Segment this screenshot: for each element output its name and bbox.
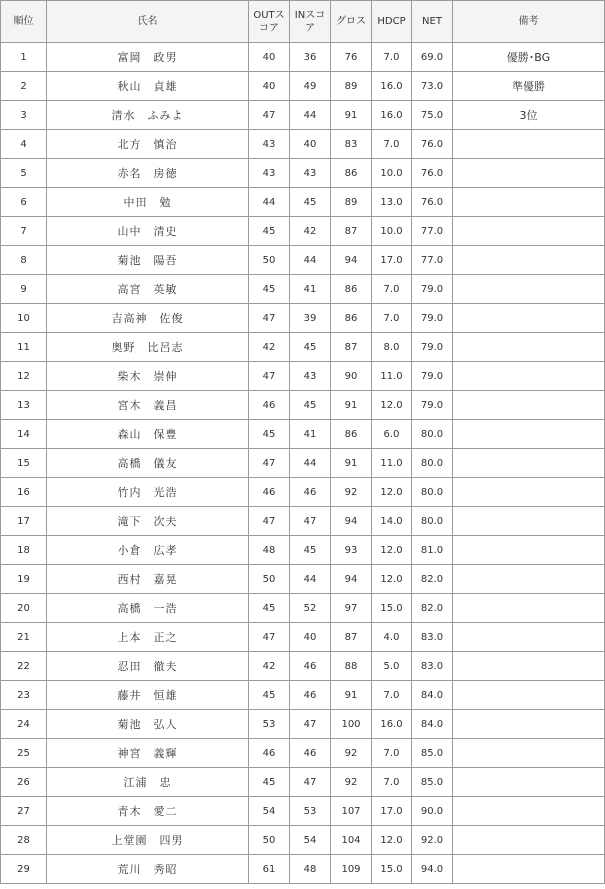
rank-cell: 27 <box>1 797 47 826</box>
in-score-cell: 41 <box>290 420 331 449</box>
table-row <box>1 594 605 623</box>
hdcp-cell: 12.0 <box>372 478 412 507</box>
in-score-cell: 45 <box>290 536 331 565</box>
in-score-cell: 44 <box>290 101 331 130</box>
hdcp-cell: 16.0 <box>372 710 412 739</box>
table-row <box>1 478 605 507</box>
out-score-cell: 45 <box>249 217 290 246</box>
note-cell <box>453 855 605 884</box>
name-cell: 高宮 英敏 <box>47 275 249 304</box>
rank-cell: 15 <box>1 449 47 478</box>
gross-cell: 92 <box>331 478 372 507</box>
hdcp-cell: 12.0 <box>372 391 412 420</box>
hdcp-cell: 4.0 <box>372 623 412 652</box>
header-rank: 順位 <box>1 1 47 43</box>
out-score-cell: 47 <box>249 507 290 536</box>
note-cell <box>453 159 605 188</box>
note-cell <box>453 565 605 594</box>
table-row <box>1 681 605 710</box>
table-row <box>1 507 605 536</box>
note-cell <box>453 130 605 159</box>
gross-cell: 92 <box>331 768 372 797</box>
gross-cell: 87 <box>331 623 372 652</box>
out-score-cell: 43 <box>249 130 290 159</box>
net-cell: 79.0 <box>412 275 453 304</box>
table-row <box>1 246 605 275</box>
out-score-cell: 53 <box>249 710 290 739</box>
hdcp-cell: 10.0 <box>372 217 412 246</box>
note-cell <box>453 739 605 768</box>
in-score-cell: 46 <box>290 681 331 710</box>
gross-cell: 97 <box>331 594 372 623</box>
gross-cell: 91 <box>331 449 372 478</box>
name-cell: 上堂園 四男 <box>47 826 249 855</box>
name-cell: 藤井 恒雄 <box>47 681 249 710</box>
table-row <box>1 275 605 304</box>
hdcp-cell: 12.0 <box>372 565 412 594</box>
table-row <box>1 43 605 72</box>
name-cell: 柴木 崇伸 <box>47 362 249 391</box>
rank-cell: 2 <box>1 72 47 101</box>
net-cell: 80.0 <box>412 507 453 536</box>
name-cell: 宮木 義昌 <box>47 391 249 420</box>
in-score-cell: 52 <box>290 594 331 623</box>
out-score-cell: 45 <box>249 768 290 797</box>
hdcp-cell: 17.0 <box>372 797 412 826</box>
gross-cell: 90 <box>331 362 372 391</box>
table-row <box>1 362 605 391</box>
out-score-cell: 47 <box>249 623 290 652</box>
net-cell: 79.0 <box>412 333 453 362</box>
in-score-cell: 43 <box>290 159 331 188</box>
rank-cell: 7 <box>1 217 47 246</box>
gross-cell: 86 <box>331 304 372 333</box>
gross-cell: 94 <box>331 507 372 536</box>
in-score-cell: 41 <box>290 275 331 304</box>
out-score-cell: 45 <box>249 275 290 304</box>
net-cell: 73.0 <box>412 72 453 101</box>
net-cell: 79.0 <box>412 304 453 333</box>
name-cell: 菊池 弘人 <box>47 710 249 739</box>
in-score-cell: 47 <box>290 768 331 797</box>
name-cell: 清水 ふみよ <box>47 101 249 130</box>
gross-cell: 86 <box>331 275 372 304</box>
gross-cell: 87 <box>331 217 372 246</box>
net-cell: 94.0 <box>412 855 453 884</box>
in-score-cell: 45 <box>290 188 331 217</box>
rank-cell: 3 <box>1 101 47 130</box>
name-cell: 赤名 房徳 <box>47 159 249 188</box>
rank-cell: 1 <box>1 43 47 72</box>
table-row <box>1 159 605 188</box>
name-cell: 中田 勉 <box>47 188 249 217</box>
out-score-cell: 46 <box>249 478 290 507</box>
net-cell: 79.0 <box>412 362 453 391</box>
gross-cell: 86 <box>331 420 372 449</box>
table-row <box>1 72 605 101</box>
gross-cell: 91 <box>331 681 372 710</box>
out-score-cell: 46 <box>249 391 290 420</box>
name-cell: 吉高神 佐俊 <box>47 304 249 333</box>
name-cell: 西村 嘉晃 <box>47 565 249 594</box>
in-score-cell: 40 <box>290 623 331 652</box>
note-cell <box>453 826 605 855</box>
note-cell: 3位 <box>453 101 605 130</box>
gross-cell: 87 <box>331 333 372 362</box>
name-cell: 森山 保豊 <box>47 420 249 449</box>
out-score-cell: 45 <box>249 594 290 623</box>
table-row <box>1 188 605 217</box>
hdcp-cell: 8.0 <box>372 333 412 362</box>
net-cell: 85.0 <box>412 768 453 797</box>
in-score-cell: 45 <box>290 333 331 362</box>
net-cell: 76.0 <box>412 130 453 159</box>
hdcp-cell: 11.0 <box>372 362 412 391</box>
rank-cell: 12 <box>1 362 47 391</box>
net-cell: 80.0 <box>412 478 453 507</box>
rank-cell: 23 <box>1 681 47 710</box>
hdcp-cell: 16.0 <box>372 72 412 101</box>
net-cell: 75.0 <box>412 101 453 130</box>
in-score-cell: 44 <box>290 565 331 594</box>
out-score-cell: 54 <box>249 797 290 826</box>
name-cell: 富岡 政男 <box>47 43 249 72</box>
name-cell: 高橋 儀友 <box>47 449 249 478</box>
out-score-cell: 40 <box>249 43 290 72</box>
name-cell: 小倉 広孝 <box>47 536 249 565</box>
hdcp-cell: 7.0 <box>372 275 412 304</box>
note-cell <box>453 768 605 797</box>
note-cell <box>453 710 605 739</box>
net-cell: 82.0 <box>412 594 453 623</box>
header-name: 氏名 <box>47 1 249 43</box>
hdcp-cell: 15.0 <box>372 594 412 623</box>
out-score-cell: 50 <box>249 826 290 855</box>
in-score-cell: 42 <box>290 217 331 246</box>
out-score-cell: 50 <box>249 565 290 594</box>
net-cell: 77.0 <box>412 246 453 275</box>
hdcp-cell: 14.0 <box>372 507 412 536</box>
in-score-cell: 39 <box>290 304 331 333</box>
hdcp-cell: 6.0 <box>372 420 412 449</box>
out-score-cell: 42 <box>249 333 290 362</box>
note-cell <box>453 304 605 333</box>
name-cell: 竹内 光浩 <box>47 478 249 507</box>
gross-cell: 104 <box>331 826 372 855</box>
out-score-cell: 47 <box>249 304 290 333</box>
gross-cell: 91 <box>331 391 372 420</box>
note-cell <box>453 217 605 246</box>
net-cell: 83.0 <box>412 652 453 681</box>
in-score-cell: 47 <box>290 710 331 739</box>
net-cell: 83.0 <box>412 623 453 652</box>
rank-cell: 4 <box>1 130 47 159</box>
header-in-score: INスコア <box>290 1 331 43</box>
table-row <box>1 652 605 681</box>
table-row <box>1 536 605 565</box>
gross-cell: 94 <box>331 565 372 594</box>
header-out-score: OUTスコア <box>249 1 290 43</box>
note-cell <box>453 391 605 420</box>
hdcp-cell: 12.0 <box>372 536 412 565</box>
table-row <box>1 797 605 826</box>
net-cell: 76.0 <box>412 159 453 188</box>
rank-cell: 26 <box>1 768 47 797</box>
name-cell: 神宮 義輝 <box>47 739 249 768</box>
gross-cell: 86 <box>331 159 372 188</box>
in-score-cell: 40 <box>290 130 331 159</box>
name-cell: 北方 慎治 <box>47 130 249 159</box>
out-score-cell: 40 <box>249 72 290 101</box>
note-cell <box>453 623 605 652</box>
table-row <box>1 565 605 594</box>
gross-cell: 83 <box>331 130 372 159</box>
net-cell: 82.0 <box>412 565 453 594</box>
in-score-cell: 43 <box>290 362 331 391</box>
hdcp-cell: 16.0 <box>372 101 412 130</box>
hdcp-cell: 7.0 <box>372 130 412 159</box>
name-cell: 菊池 陽吾 <box>47 246 249 275</box>
net-cell: 92.0 <box>412 826 453 855</box>
table-row <box>1 855 605 884</box>
rank-cell: 17 <box>1 507 47 536</box>
net-cell: 81.0 <box>412 536 453 565</box>
note-cell <box>453 362 605 391</box>
name-cell: 青木 愛二 <box>47 797 249 826</box>
in-score-cell: 44 <box>290 449 331 478</box>
hdcp-cell: 7.0 <box>372 768 412 797</box>
header-note: 備考 <box>453 1 605 43</box>
rank-cell: 22 <box>1 652 47 681</box>
net-cell: 80.0 <box>412 420 453 449</box>
note-cell <box>453 652 605 681</box>
table-row <box>1 710 605 739</box>
gross-cell: 76 <box>331 43 372 72</box>
table-row <box>1 391 605 420</box>
net-cell: 80.0 <box>412 449 453 478</box>
hdcp-cell: 7.0 <box>372 681 412 710</box>
rank-cell: 6 <box>1 188 47 217</box>
name-cell: 高橋 一浩 <box>47 594 249 623</box>
out-score-cell: 47 <box>249 449 290 478</box>
name-cell: 上本 正之 <box>47 623 249 652</box>
name-cell: 秋山 貞雄 <box>47 72 249 101</box>
in-score-cell: 54 <box>290 826 331 855</box>
table-row <box>1 304 605 333</box>
rank-cell: 19 <box>1 565 47 594</box>
rank-cell: 29 <box>1 855 47 884</box>
note-cell <box>453 594 605 623</box>
header-hdcp: HDCP <box>372 1 412 43</box>
rank-cell: 28 <box>1 826 47 855</box>
net-cell: 90.0 <box>412 797 453 826</box>
header-gross: グロス <box>331 1 372 43</box>
hdcp-cell: 7.0 <box>372 739 412 768</box>
note-cell: 優勝･BG <box>453 43 605 72</box>
name-cell: 荒川 秀昭 <box>47 855 249 884</box>
table-row <box>1 217 605 246</box>
out-score-cell: 46 <box>249 739 290 768</box>
out-score-cell: 48 <box>249 536 290 565</box>
out-score-cell: 50 <box>249 246 290 275</box>
net-cell: 76.0 <box>412 188 453 217</box>
rank-cell: 14 <box>1 420 47 449</box>
rank-cell: 24 <box>1 710 47 739</box>
out-score-cell: 44 <box>249 188 290 217</box>
table-row <box>1 623 605 652</box>
rank-cell: 20 <box>1 594 47 623</box>
out-score-cell: 47 <box>249 101 290 130</box>
note-cell: 準優勝 <box>453 72 605 101</box>
rank-cell: 18 <box>1 536 47 565</box>
table-row <box>1 101 605 130</box>
table-row <box>1 739 605 768</box>
table-row <box>1 449 605 478</box>
in-score-cell: 48 <box>290 855 331 884</box>
gross-cell: 94 <box>331 246 372 275</box>
net-cell: 77.0 <box>412 217 453 246</box>
name-cell: 滝下 次夫 <box>47 507 249 536</box>
name-cell: 奥野 比呂志 <box>47 333 249 362</box>
rank-cell: 5 <box>1 159 47 188</box>
note-cell <box>453 797 605 826</box>
hdcp-cell: 11.0 <box>372 449 412 478</box>
note-cell <box>453 507 605 536</box>
note-cell <box>453 275 605 304</box>
note-cell <box>453 536 605 565</box>
in-score-cell: 46 <box>290 478 331 507</box>
header-row <box>1 1 605 43</box>
net-cell: 69.0 <box>412 43 453 72</box>
net-cell: 79.0 <box>412 391 453 420</box>
hdcp-cell: 12.0 <box>372 826 412 855</box>
in-score-cell: 47 <box>290 507 331 536</box>
in-score-cell: 53 <box>290 797 331 826</box>
out-score-cell: 61 <box>249 855 290 884</box>
in-score-cell: 36 <box>290 43 331 72</box>
table-row <box>1 826 605 855</box>
out-score-cell: 47 <box>249 362 290 391</box>
hdcp-cell: 7.0 <box>372 304 412 333</box>
in-score-cell: 45 <box>290 391 331 420</box>
in-score-cell: 46 <box>290 739 331 768</box>
table-row <box>1 768 605 797</box>
out-score-cell: 45 <box>249 420 290 449</box>
table-row <box>1 130 605 159</box>
note-cell <box>453 478 605 507</box>
gross-cell: 93 <box>331 536 372 565</box>
header-net: NET <box>412 1 453 43</box>
table-row <box>1 420 605 449</box>
out-score-cell: 42 <box>249 652 290 681</box>
rank-cell: 13 <box>1 391 47 420</box>
note-cell <box>453 333 605 362</box>
hdcp-cell: 13.0 <box>372 188 412 217</box>
hdcp-cell: 10.0 <box>372 159 412 188</box>
gross-cell: 100 <box>331 710 372 739</box>
name-cell: 山中 清史 <box>47 217 249 246</box>
rank-cell: 10 <box>1 304 47 333</box>
rank-cell: 16 <box>1 478 47 507</box>
hdcp-cell: 15.0 <box>372 855 412 884</box>
rank-cell: 21 <box>1 623 47 652</box>
note-cell <box>453 681 605 710</box>
hdcp-cell: 7.0 <box>372 43 412 72</box>
in-score-cell: 44 <box>290 246 331 275</box>
net-cell: 84.0 <box>412 681 453 710</box>
rank-cell: 11 <box>1 333 47 362</box>
table-row <box>1 333 605 362</box>
net-cell: 85.0 <box>412 739 453 768</box>
rank-cell: 25 <box>1 739 47 768</box>
note-cell <box>453 420 605 449</box>
note-cell <box>453 449 605 478</box>
gross-cell: 92 <box>331 739 372 768</box>
out-score-cell: 45 <box>249 681 290 710</box>
net-cell: 84.0 <box>412 710 453 739</box>
rank-cell: 8 <box>1 246 47 275</box>
gross-cell: 89 <box>331 188 372 217</box>
note-cell <box>453 246 605 275</box>
gross-cell: 88 <box>331 652 372 681</box>
gross-cell: 107 <box>331 797 372 826</box>
name-cell: 江浦 忠 <box>47 768 249 797</box>
hdcp-cell: 5.0 <box>372 652 412 681</box>
out-score-cell: 43 <box>249 159 290 188</box>
gross-cell: 91 <box>331 101 372 130</box>
name-cell: 忍田 徹夫 <box>47 652 249 681</box>
note-cell <box>453 188 605 217</box>
in-score-cell: 46 <box>290 652 331 681</box>
gross-cell: 109 <box>331 855 372 884</box>
gross-cell: 89 <box>331 72 372 101</box>
rank-cell: 9 <box>1 275 47 304</box>
hdcp-cell: 17.0 <box>372 246 412 275</box>
in-score-cell: 49 <box>290 72 331 101</box>
